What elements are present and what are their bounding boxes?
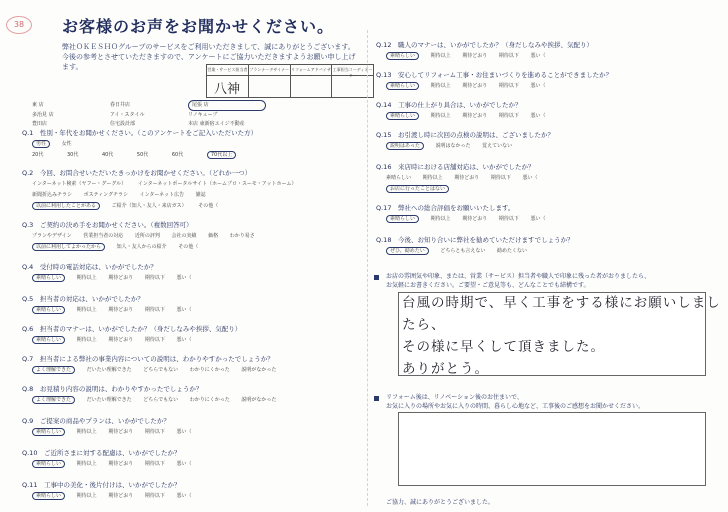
q12-option[interactable]: 悪い（ bbox=[530, 53, 546, 59]
intro-line-1: 弊社ＯＫＥＳＨＯグループのサービスをご利用いただきまして、誠にありがとうございます。 bbox=[62, 43, 355, 51]
q2-option[interactable]: 雑誌 bbox=[195, 192, 206, 198]
q3-option-selected[interactable]: 以前に利用してよかったから bbox=[32, 243, 105, 251]
q18-option-selected[interactable]: ぜひ、勧めたい bbox=[386, 247, 429, 255]
q1-age-option[interactable]: 50代 bbox=[136, 152, 149, 158]
q8-option-selected[interactable]: よく理解できた bbox=[32, 396, 75, 404]
q9-option[interactable]: 悪い（ bbox=[176, 429, 192, 435]
q2-options-row1 bbox=[32, 180, 306, 187]
q5-options bbox=[32, 306, 201, 313]
question-q11: Q.11 工事中の美化・後片付けは、いかがでしたか？ bbox=[22, 481, 181, 489]
q2-option[interactable]: その他（ bbox=[198, 203, 219, 209]
question-q3: Q.3 ご契約の決め手をお聞かせください。（複数回答可） bbox=[22, 221, 193, 229]
q10-option-selected[interactable]: 素晴らしい bbox=[32, 460, 65, 468]
q1-option[interactable]: 女性 bbox=[61, 141, 72, 147]
q1-age-option[interactable]: 20代 bbox=[32, 152, 44, 158]
intro-line-2: 今後の参考とさせていただきますので、アンケートにご協力いただきますようお願い申し上げます。 bbox=[62, 53, 356, 71]
q11-option-selected[interactable]: 素晴らしい bbox=[32, 492, 65, 500]
q8-options bbox=[32, 396, 286, 403]
store-option-selected[interactable]: 尾張 店 bbox=[188, 100, 266, 111]
q16-option[interactable]: 期待どおり bbox=[454, 175, 480, 181]
q7-option[interactable]: わかりにくかった bbox=[189, 367, 230, 373]
column-divider bbox=[367, 30, 368, 506]
q17-option[interactable]: 期待どおり bbox=[462, 216, 488, 222]
q3-option[interactable]: 近所の評判 bbox=[134, 233, 160, 239]
q3-option[interactable]: その他（ bbox=[178, 244, 199, 250]
q18-option[interactable]: 勧めたくない bbox=[497, 248, 528, 254]
q1-age-options bbox=[32, 151, 246, 158]
bullet-square-icon bbox=[374, 275, 379, 280]
stamp-mark: 38 bbox=[6, 16, 32, 34]
handwriting-line-2: その様に早くして頂きました。 bbox=[402, 339, 605, 355]
q4-option[interactable]: 期待以下 bbox=[144, 275, 165, 281]
q16-options-row2 bbox=[386, 185, 459, 192]
q3-options-row2 bbox=[32, 243, 208, 250]
staff-col-coordinator: 工事担当コーディネーター bbox=[332, 67, 373, 78]
q13-option[interactable]: 期待以下 bbox=[498, 83, 519, 89]
q2-option[interactable]: インターネット検索（ヤフー・グーグル） bbox=[32, 181, 127, 187]
q2-options-row2 bbox=[32, 191, 216, 198]
store-option[interactable]: 春日井店 bbox=[110, 102, 131, 108]
q6-option[interactable]: 期待以上 bbox=[76, 337, 97, 343]
store-option[interactable]: アイ・スタイル bbox=[110, 112, 145, 118]
question-q9: Q.9 ご提案の商品やプランは、いかがでしたか？ bbox=[22, 417, 170, 425]
q7-option[interactable]: どちらでもない bbox=[143, 367, 179, 373]
q14-option[interactable]: 期待以下 bbox=[498, 113, 519, 119]
q12-options bbox=[386, 52, 555, 59]
q2-option[interactable]: ご紹介（知人・友人・来店ガス） bbox=[111, 203, 187, 209]
q3-option[interactable]: 営業担当者の対応 bbox=[83, 233, 124, 239]
question-q2: Q.2 今回、お問合せいただいたきっかけをお聞かせください。（どれか一つ） bbox=[22, 169, 252, 177]
store-option[interactable]: 多治見 店 bbox=[32, 112, 54, 118]
q12-option[interactable]: 期待以下 bbox=[498, 53, 519, 59]
store-option[interactable]: 本店 東新宿エイジ不動産 bbox=[188, 121, 245, 127]
q1-age-option-selected[interactable]: 70代以上 bbox=[207, 151, 236, 159]
staff-col-advisor: リフォームアドバイザー bbox=[291, 65, 333, 97]
q15-option-selected[interactable]: 説明はあった bbox=[386, 142, 424, 150]
comment-prompt-1 bbox=[386, 272, 650, 290]
q10-option[interactable]: 悪い（ bbox=[176, 461, 192, 467]
q6-option[interactable]: 期待以下 bbox=[144, 337, 165, 343]
q13-option[interactable]: 期待どおり bbox=[462, 83, 488, 89]
question-q15: Q.15 お引渡し時に次回の点検の説明は、ございましたか？ bbox=[376, 131, 554, 139]
q7-option-selected[interactable]: よく理解できた bbox=[32, 366, 75, 374]
q17-option-selected[interactable]: 素晴らしい bbox=[386, 215, 419, 223]
store-option[interactable]: 東 店 bbox=[32, 102, 44, 108]
handwritten-comment bbox=[402, 292, 728, 380]
question-q1: Q.1 性別・年代をお聞かせください。（このアンケートをご記入いただいた方） bbox=[22, 129, 258, 137]
store-option[interactable]: 住宅設計部 bbox=[110, 121, 136, 127]
q1-options bbox=[32, 140, 82, 147]
q2-option[interactable]: インターネット広告 bbox=[139, 192, 185, 198]
q3-option[interactable]: 知人・友人からの紹介 bbox=[116, 244, 167, 250]
question-q17: Q.17 弊社への総合評価をお願いいたします。 bbox=[376, 204, 515, 212]
q4-option-selected[interactable]: 素晴らしい bbox=[32, 274, 65, 282]
q2-option[interactable]: インターネットポータルサイト（ホームプロ・スーモ・アットホーム） bbox=[137, 181, 297, 187]
q1-age-option[interactable]: 60代 bbox=[171, 152, 184, 158]
q16-option[interactable]: 期待以下 bbox=[490, 175, 511, 181]
question-q12: Q.12 職人のマナーは、いかがでしたか？（身だしなみや挨拶、気配り） bbox=[376, 41, 593, 49]
q8-option[interactable]: どちらでもない bbox=[143, 397, 179, 403]
q13-option[interactable]: 期待以上 bbox=[430, 83, 451, 89]
q15-options bbox=[386, 142, 522, 149]
q2-options-row3 bbox=[32, 202, 228, 209]
q14-option[interactable]: 期待どおり bbox=[462, 113, 488, 119]
q7-option[interactable]: だいたい理解できた bbox=[86, 367, 132, 373]
q1-option-selected[interactable]: 男性 bbox=[32, 140, 50, 148]
question-q13: Q.13 安心してリフォーム工事・お住まいづくりを進めることができましたか？ bbox=[376, 71, 613, 79]
question-q4: Q.4 受付時の電話対応は、いかがでしたか？ bbox=[22, 263, 157, 271]
comment-prompt-2 bbox=[386, 393, 644, 411]
q5-option[interactable]: 期待以上 bbox=[76, 307, 97, 313]
question-q6: Q.6 担当者のマナーは、いかがでしたか？（身だしなみや挨拶、気配り） bbox=[22, 325, 242, 333]
q4-option[interactable]: 悪い（ bbox=[176, 275, 192, 281]
q8-option[interactable]: 説明がなかった bbox=[241, 397, 277, 403]
question-q14: Q.14 工事の仕上がり具合は、いかがでしたか？ bbox=[376, 101, 522, 109]
handwritten-staff-name: 八神 bbox=[214, 82, 241, 97]
q2-option-selected[interactable]: 以前に利用したことがある bbox=[32, 202, 100, 210]
q5-option[interactable]: 悪い（ bbox=[176, 307, 192, 313]
q9-options bbox=[32, 428, 201, 435]
q2-option[interactable]: 新聞折込みチラシ bbox=[32, 192, 73, 198]
question-q7: Q.7 担当者による弊社の事業内容についての説明は、わかりやすかったでしょうか？ bbox=[22, 355, 274, 363]
q12-option-selected[interactable]: 素晴らしい bbox=[386, 52, 419, 60]
q6-option[interactable]: 悪い（ bbox=[176, 337, 192, 343]
q11-option[interactable]: 悪い（ bbox=[176, 493, 192, 499]
q17-options bbox=[386, 215, 555, 222]
thanks-text: ご協力、誠にありがとうございました。 bbox=[386, 499, 495, 506]
q7-option[interactable]: 説明がなかった bbox=[241, 367, 277, 373]
q6-option-selected[interactable]: 素晴らしい bbox=[32, 336, 65, 344]
q10-options bbox=[32, 460, 201, 467]
store-option[interactable]: リノキューブ bbox=[188, 112, 218, 118]
q14-option[interactable]: 期待以上 bbox=[430, 113, 451, 119]
q16-option[interactable]: 期待以上 bbox=[422, 175, 443, 181]
q16-options bbox=[386, 174, 547, 181]
store-option[interactable]: 豊田店 bbox=[32, 121, 48, 127]
q9-option-selected[interactable]: 素晴らしい bbox=[32, 428, 65, 436]
comment-prompt-1-line-1: お店の雰囲気や印象、または、営業（サービス）担当者や職人で印象に残った者がおりましたら、 bbox=[386, 273, 651, 280]
comment-prompt-2-line-1: リフォーム後は、リノベーション後のお住まいで、 bbox=[386, 394, 523, 401]
q18-options bbox=[386, 247, 537, 254]
q13-option[interactable]: 悪い（ bbox=[530, 83, 546, 89]
q15-option[interactable]: 説明はなかった bbox=[435, 143, 471, 149]
question-q10: Q.10 ご近所さまに対する配慮は、いかがでしたか？ bbox=[22, 449, 181, 457]
q6-options bbox=[32, 336, 201, 343]
q17-option[interactable]: 期待以下 bbox=[498, 216, 519, 222]
q16-option[interactable]: 素晴らしい bbox=[386, 175, 412, 181]
q3-option[interactable]: わかり易さ bbox=[229, 233, 255, 239]
question-q5: Q.5 担当者の対応は、いかがでしたか？ bbox=[22, 295, 144, 303]
q13-options bbox=[386, 82, 555, 89]
comment-prompt-2-line-2: お気に入りの場所やお気に入りの時間、暮らし心地など、工事後のご感想をお聞かせください。 bbox=[386, 403, 645, 410]
q1-age-option[interactable]: 40代 bbox=[101, 152, 114, 158]
q2-option[interactable]: ポスティングチラシ bbox=[83, 192, 129, 198]
page-title: お客様のお声をお聞かせください。 bbox=[62, 17, 335, 36]
q11-options bbox=[32, 492, 201, 499]
q9-option[interactable]: 期待どおり bbox=[108, 429, 134, 435]
comment-box-2[interactable] bbox=[398, 412, 706, 486]
question-q8: Q.8 お見積り内容の説明は、わかりやすかったでしょうか？ bbox=[22, 385, 203, 393]
q7-options bbox=[32, 366, 286, 373]
q14-option[interactable]: 悪い（ bbox=[530, 113, 546, 119]
q10-option[interactable]: 期待どおり bbox=[108, 461, 134, 467]
q4-options bbox=[32, 274, 201, 281]
question-q18: Q.18 今後、お知り合いに弊社を勧めていただけますでしょうか？ bbox=[376, 236, 574, 244]
q11-option[interactable]: 期待どおり bbox=[108, 493, 134, 499]
q10-option[interactable]: 期待以上 bbox=[76, 461, 97, 467]
q4-option[interactable]: 期待どおり bbox=[108, 275, 134, 281]
q10-option[interactable]: 期待以下 bbox=[144, 461, 165, 467]
q16-option-selected[interactable]: お店に行ったことはない bbox=[386, 185, 449, 193]
q3-option[interactable]: プランやデザイン bbox=[32, 233, 72, 239]
q14-options bbox=[386, 112, 555, 119]
q15-option[interactable]: 覚えていない bbox=[482, 143, 513, 149]
q1-age-option[interactable]: 30代 bbox=[66, 152, 79, 158]
q9-option[interactable]: 期待以下 bbox=[144, 429, 165, 435]
q11-option[interactable]: 期待以下 bbox=[144, 493, 165, 499]
handwriting-line-1: 台風の時期で、早く工事をする様にお願いしましたら、 bbox=[402, 295, 721, 333]
q5-option[interactable]: 期待どおり bbox=[108, 307, 134, 313]
store-checklist bbox=[32, 100, 292, 129]
q8-option[interactable]: だいたい理解できた bbox=[86, 397, 132, 403]
q6-option[interactable]: 期待どおり bbox=[108, 337, 134, 343]
q4-option[interactable]: 期待以上 bbox=[76, 275, 97, 281]
q5-option-selected[interactable]: 素晴らしい bbox=[32, 306, 65, 314]
bullet-square-icon bbox=[374, 396, 379, 401]
q3-option[interactable]: 価格 bbox=[208, 233, 219, 239]
q13-option-selected[interactable]: 素晴らしい bbox=[386, 82, 419, 90]
q5-option[interactable]: 期待以下 bbox=[144, 307, 165, 313]
q9-option[interactable]: 期待以上 bbox=[76, 429, 97, 435]
q17-option[interactable]: 期待以上 bbox=[430, 216, 451, 222]
q12-option[interactable]: 期待以上 bbox=[430, 53, 451, 59]
q11-option[interactable]: 期待以上 bbox=[76, 493, 97, 499]
staff-col-sales: 営業・サービス担当者 bbox=[207, 65, 249, 97]
q17-option[interactable]: 悪い（ bbox=[530, 216, 546, 222]
q16-option[interactable]: 悪い（ bbox=[522, 175, 538, 181]
question-q16: Q.16 来店時における店舗対応は、いかがでしたか？ bbox=[376, 163, 535, 171]
q8-option[interactable]: わかりにくかった bbox=[189, 397, 230, 403]
q3-options-row1 bbox=[32, 232, 265, 239]
handwriting-line-3: ありがとう。 bbox=[402, 361, 489, 377]
q18-option[interactable]: どちらとも言えない bbox=[440, 248, 486, 254]
staff-col-planner: プランナーデザイナー bbox=[249, 65, 291, 97]
q14-option-selected[interactable]: 素晴らしい bbox=[386, 112, 419, 120]
q12-option[interactable]: 期待どおり bbox=[462, 53, 488, 59]
comment-prompt-1-line-2: お気軽にお書きください。ご要望・ご意見等も、どんなことでも結構です。 bbox=[386, 282, 590, 289]
q3-option[interactable]: 会社の実績 bbox=[171, 233, 197, 239]
